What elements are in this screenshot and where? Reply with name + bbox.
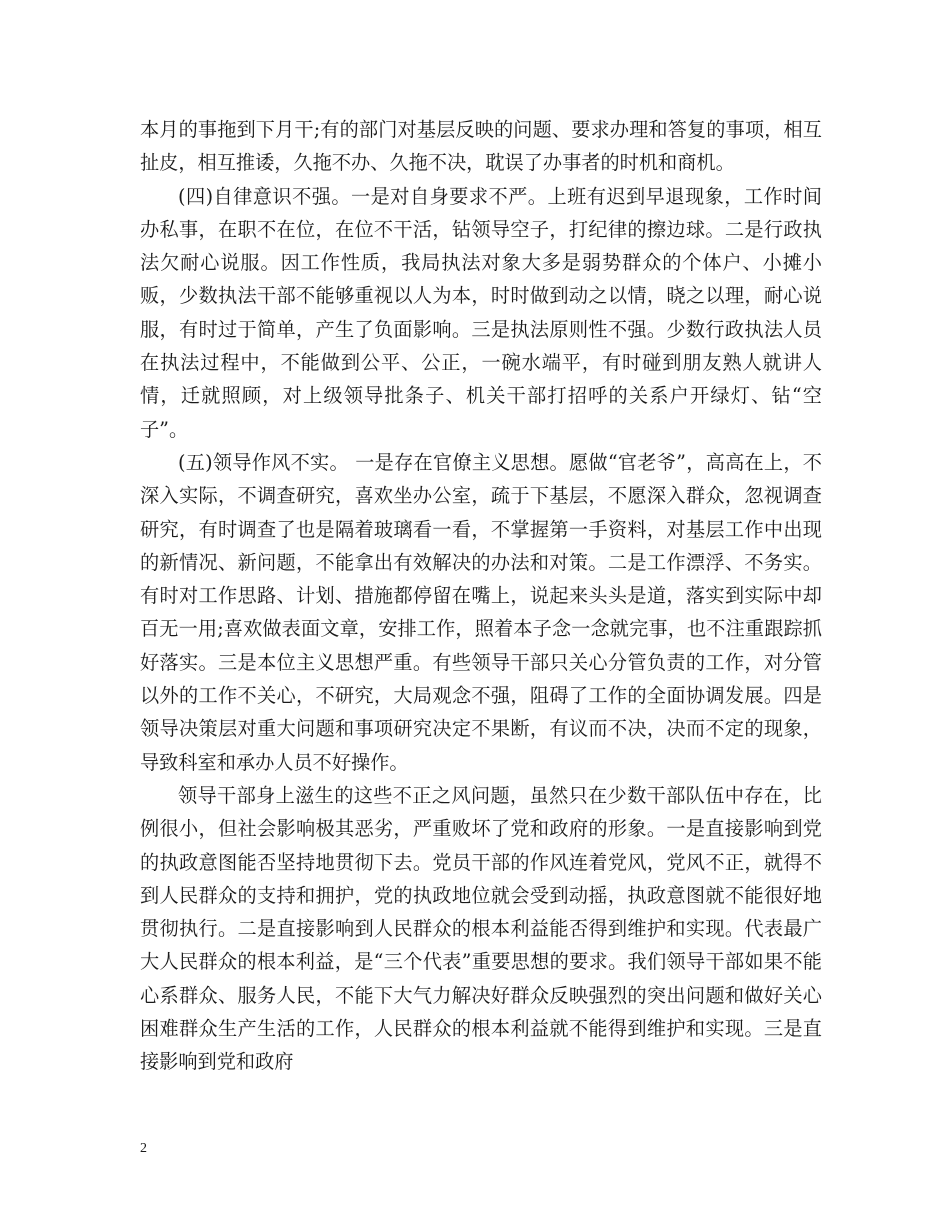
- document-body: [140, 113, 822, 1079]
- paragraph-continuation: 本月的事拖到下月干;有的部门对基层反映的问题、要求办理和答复的事项，相互扯皮，相互推诿，久拖不办、久拖不决，耽误了办事者的时机和商机。: [140, 118, 822, 175]
- page-number: 2: [140, 1141, 147, 1156]
- paragraph-self-discipline: (四)自律意识不强。一是对自身要求不严。上班有迟到早退现象，工作时间办私事，在职不在位，在位不干活，钻领导空子，打纪律的擦边球。二是行政执法欠耐心说服。因工作性质，我局执法对象大多是弱势群众的个体户、小摊小贩，少数执法干部不能够重视以人为本，时时做到动之以情，晓之以理，耐心说服，有时过于简单，产生了负面影响。三是执法原则性不强。少数行政执法人员在执法过程中，不能做到公平、公正，一碗水端平，有时碰到朋友熟人就讲人情，迁就照顾，对上级领导批条子、机关干部打招呼的关系户开绿灯、钻“空子”。: [140, 184, 822, 441]
- paragraph-impact: 领导干部身上滋生的这些不正之风问题，虽然只在少数干部队伍中存在，比例很小，但社会影响极其恶劣，严重败坏了党和政府的形象。一是直接影响到党的执政意图能否坚持地贯彻下去。党员干部的作风连着党风，党风不正，就得不到人民群众的支持和拥护，党的执政地位就会受到动摇，执政意图就不能很好地贯彻执行。二是直接影响到人民群众的根本利益能否得到维护和实现。代表最广大人民群众的根本利益，是“三个代表”重要思想的要求。我们领导干部如果不能心系群众、服务人民，不能下大气力解决好群众反映强烈的突出问题和做好关心困难群众生产生活的工作，人民群众的根本利益就不能得到维护和实现。三是直接影响到党和政府: [140, 783, 822, 1074]
- paragraph-leadership-style: (五)领导作风不实。 一是存在官僚主义思想。愿做“官老爷”，高高在上，不深入实际，不调查研究，喜欢坐办公室，疏于下基层，不愿深入群众，忽视调查研究，有时调查了也是隔着玻璃看一看，不掌握第一手资料，对基层工作中出现的新情况、新问题，不能拿出有效解决的办法和对策。二是工作漂浮、不务实。有时对工作思路、计划、措施都停留在嘴上，说起来头头是道，落实到实际中却百无一用;喜欢做表面文章，安排工作，照着本子念一念就完事，也不注重跟踪抓好落实。三是本位主义思想严重。有些领导干部只关心分管负责的工作，对分管以外的工作不关心，不研究，大局观念不强，阻碍了工作的全面协调发展。四是领导决策层对重大问题和事项研究决定不果断，有议而不决，决而不定的现象，导致科室和承办人员不好操作。: [140, 450, 822, 774]
